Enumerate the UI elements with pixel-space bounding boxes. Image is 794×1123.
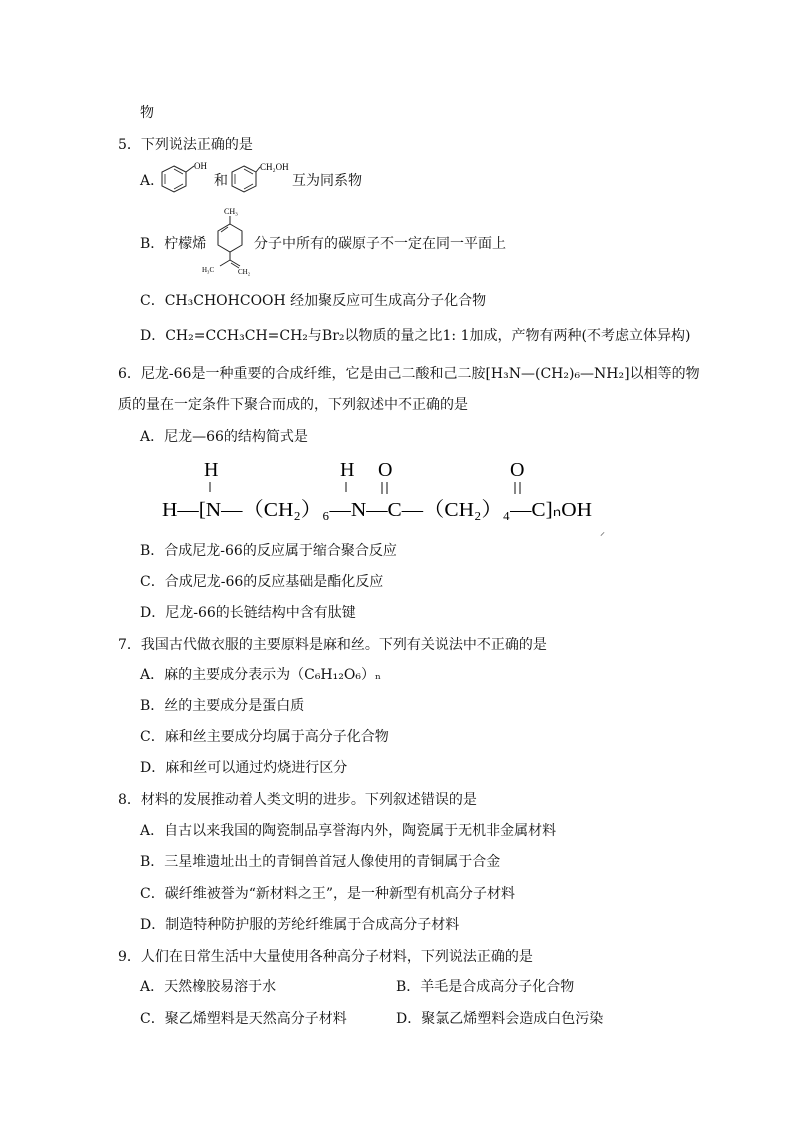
q8-option-c: C．碳纤维被誉为“新材料之王”，是一种新型有机高分子材料 [140, 886, 516, 902]
q8-stem: 8．材料的发展推动着人类文明的进步。下列叙述错误的是 [118, 792, 477, 808]
phenol-structure [160, 160, 216, 196]
q6-stem-line2: 质的量在一定条件下聚合而成的，下列叙述中不正确的是 [118, 397, 468, 413]
q6-option-b: B．合成尼龙-66的反应属于缩合聚合反应 [140, 543, 397, 559]
limonene-structure [200, 204, 252, 276]
q8-option-d: D．制造特种防护服的芳纶纤维属于合成高分子材料 [140, 917, 460, 933]
q6-option-d: D．尼龙-66的长链结构中含有肽键 [140, 605, 356, 621]
h3c-label: H₃C [202, 266, 215, 274]
q6-stem-line1: 6．尼龙-66是一种重要的合成纤维，它是由己二酸和己二胺[H₃N—(CH₂)₆—NH₂]以相等的物 [118, 366, 700, 382]
ch2oh-label: CH₂OH [260, 162, 289, 172]
q5-option-d: D．CH₂=CCH₃CH=CH₂与Br₂以物质的量之比1: 1加成，产物有两种(不考虑立体异构) [140, 328, 691, 344]
q5-option-a-suffix: 互为同系物 [292, 173, 362, 189]
q8-option-a: A．自古以来我国的陶瓷制品享誉海内外，陶瓷属于无机非金属材料 [140, 823, 557, 839]
q9-stem: 9．人们在日常生活中大量使用各种高分子材料，下列说法正确的是 [118, 949, 533, 965]
continuation-text: 物 [140, 105, 154, 121]
q7-stem: 7．我国古代做衣服的主要原料是麻和丝。下列有关说法中不正确的是 [118, 637, 547, 653]
q9-option-c: C．聚乙烯塑料是天然高分子材料 [140, 1011, 347, 1027]
ch2-label: CH₂ [238, 268, 251, 276]
q5-option-a-and: 和 [214, 173, 228, 189]
q9-option-a: A．天然橡胶易溶于水 [140, 979, 277, 995]
ch3-top-label: CH₃ [224, 207, 238, 216]
formula-o-top-2: O [510, 459, 525, 481]
q7-option-d: D．麻和丝可以通过灼烧进行区分 [140, 760, 348, 776]
q9-option-b: B．羊毛是合成高分子化合物 [396, 979, 575, 995]
formula-main-chain: H—[N—（CH₂）₆—N—C—（CH₂）₄—C]ₙOH [162, 499, 592, 521]
q9-option-d: D．聚氯乙烯塑料会造成白色污染 [396, 1011, 604, 1027]
benzyl-alcohol-structure [230, 160, 294, 196]
q5-option-b-suffix: 分子中所有的碳原子不一定在同一平面上 [254, 236, 506, 252]
q5-option-b-label: B．柠檬烯 [140, 236, 207, 252]
q6-option-c: C．合成尼龙-66的反应基础是酯化反应 [140, 574, 384, 590]
q6-option-a: A．尼龙—66的结构简式是 [140, 429, 308, 445]
mark-symbol: ⸝ [600, 527, 605, 538]
q5-stem: 5．下列说法正确的是 [118, 137, 253, 153]
formula-h-top-1: H [204, 459, 219, 481]
q7-option-c: C．麻和丝主要成分均属于高分子化合物 [140, 729, 389, 745]
q5-option-c: C．CH₃CHOHCOOH 经加聚反应可生成高分子化合物 [140, 293, 487, 309]
formula-h-top-2: H [340, 459, 355, 481]
q8-option-b: B．三星堆遗址出土的青铜兽首冠人像使用的青铜属于合金 [140, 854, 501, 870]
q7-option-b: B．丝的主要成分是蛋白质 [140, 698, 305, 714]
formula-o-top-1: O [378, 459, 393, 481]
q7-option-a: A．麻的主要成分表示为（C₆H₁₂O₆）ₙ [140, 667, 382, 683]
nylon-66-formula [158, 454, 598, 530]
oh-label: OH [194, 161, 207, 171]
q5-option-a-label: A． [140, 173, 165, 189]
